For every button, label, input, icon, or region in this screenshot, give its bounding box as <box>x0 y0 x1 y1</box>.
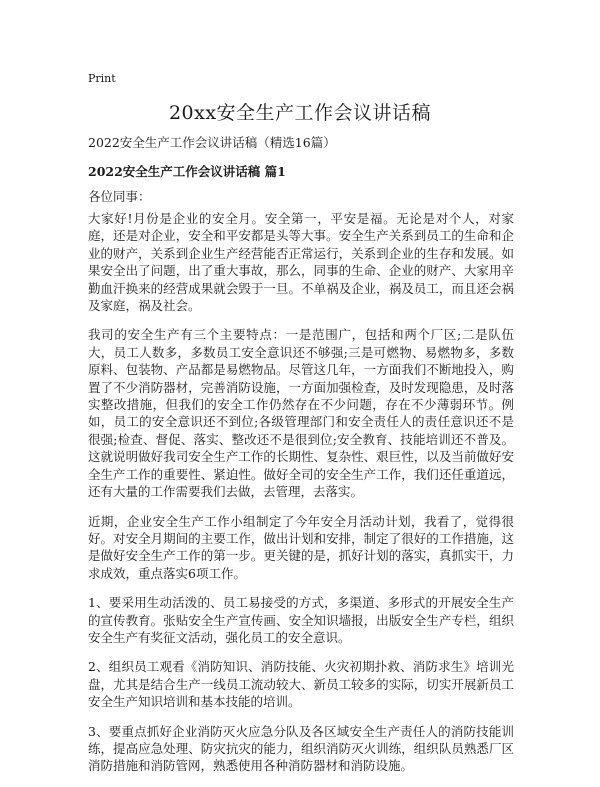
print-label[interactable]: Print <box>88 72 116 85</box>
paragraph-6: 3、要重点抓好企业消防灭火应急分队及各区域安全生产责任人的消防技能训练，提高应急处理、防灾抗灾的能力，组织消防灭火训练，组织队员熟悉厂区消防措施和消防管网，熟悉使用各种消防器材和消防设施。 <box>88 723 514 774</box>
paragraph-5: 2、组织员工观看《消防知识、消防技能、火灾初期扑救、消防求生》培训光盘，尤其是结合生产一线员工流动较大、新员工较多的实际，切实开展新员工安全生产知识培训和基本技能的培训。 <box>88 659 514 710</box>
page-title: 20xx安全生产工作会议讲话稿 <box>168 102 432 124</box>
paragraph-1: 大家好!月份是企业的安全月。安全第一，平安是福。无论是对个人，对家庭，还是对企业，安全和平安都是头等大事。安全生产关系到员工的生命和企业的财产，关系到企业生产经营能否正常运行，关系到企业的生存和发展。如果安全出了问题，出了重大事故，那么，同事的生命、企业的财产、大家用辛勤血汗换来的经营成果就会毁于一旦。不单祸及企业，祸及员工，而且还会祸及家庭，祸及社会。 <box>88 211 514 314</box>
document-body <box>88 210 514 787</box>
greeting: 各位同事： <box>88 189 151 204</box>
paragraph-4: 1、要采用生动活泼的、员工易接受的方式，多渠道、多形式的开展安全生产的宣传教育。张贴安全生产宣传画、安全知识墙报，出版安全生产专栏，组织安全生产有奖征文活动，强化员工的安全意识。 <box>88 595 514 645</box>
document-subtitle: 2022安全生产工作会议讲话稿（精选16篇） <box>88 135 336 150</box>
section-heading: 2022安全生产工作会议讲话稿 篇1 <box>88 164 286 179</box>
paragraph-2: 我司的安全生产有三个主要特点：一是范围广，包括和两个厂区;二是队伍大，员工人数多，多数员工安全意识还不够强;三是可燃物、易燃物多，多数原料、包装物、产品都是易燃物品。尽管这几年，一方面我们不断地投入，购置了不少消防器材，完善消防设施，一方面加强检查，及时发现隐患，及时落实整改措施，但我们的安全工作仍然存在不少问题，存在不少薄弱环节。例如，员工的安全意识还不到位;各级管理部门和安全责任人的责任意识还不是很强;检查、督促、落实、整改还不是很到位;安全教育、技能培训还不普及。这就说明做好我司安全生产工作的长期性、复杂性、艰巨性，以及当前做好安全生产工作的重要性、紧迫性。做好全司的安全生产工作，我们还任重道远，还有大量的工作需要我们去做，去管理，去落实。 <box>88 327 514 500</box>
paragraph-3: 近期，企业安全生产工作小组制定了今年安全月活动计划，我看了，觉得很好。对安全月期间的主要工作，做出计划和安排，制定了很好的工作措施，这是做好安全生产工作的第一步。更关键的是，抓好计划的落实，真抓实干，力求成效，重点落实6项工作。 <box>88 513 514 581</box>
